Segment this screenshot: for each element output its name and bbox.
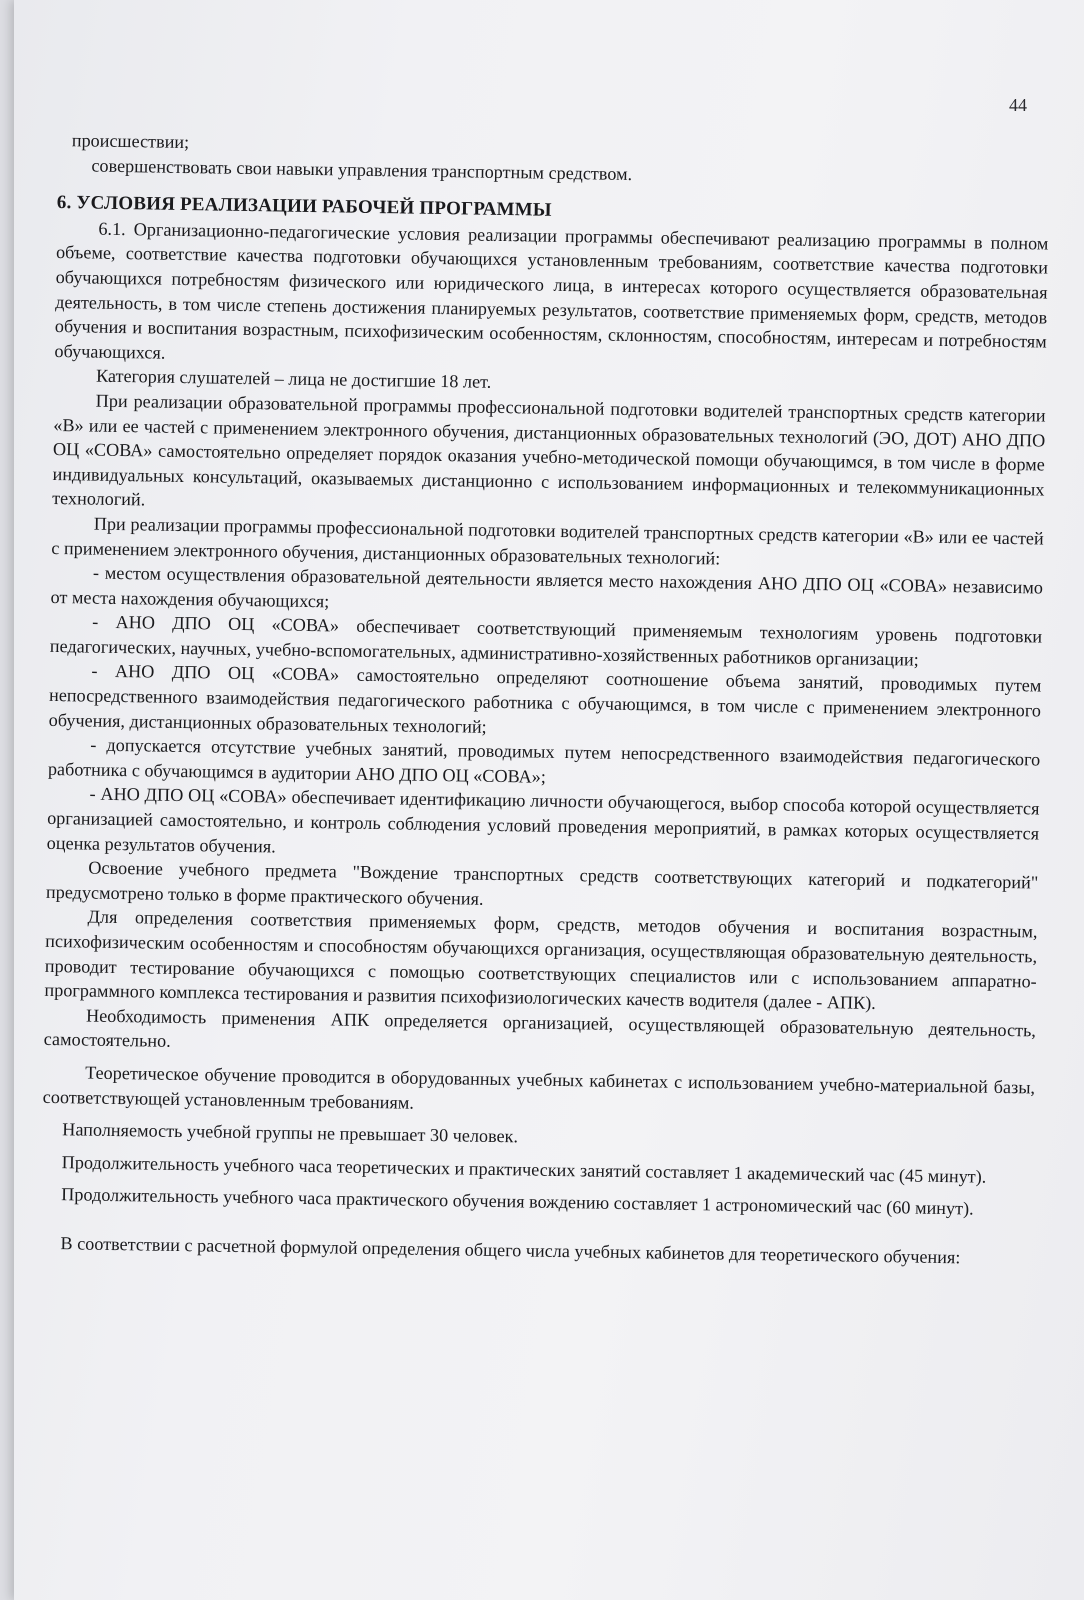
list-item-no-classes: - допускается отсутствие учебных занятий, проводимых путем непосредственного взаимодействия педагогического работника с обучающимся в аудитории АНО ДПО ОЦ «СОВА»; [47, 734, 1041, 787]
list-item-location: - местом осуществления образовательной деятельности является место нахождения АНО ДПО ОЦ «СОВА» независимо от места нахождения обучающихся; [50, 562, 1044, 612]
paragraph-eo-dot: При реализации образовательной программы профессиональной подготовки водителей транспортных средств категории «В» или ее частей с применением электронного обучения, дистанционных образовательных технологий (ЭО, ДОТ) АНО ДПО ОЦ «СОВА» самостоятельно определяет порядок оказания учебно-методической помощи обучающимся, в том числе в форме индивидуальных консультаций, оказываемых дистанционно с использованием информационных и телекоммуникационных технологий. [52, 390, 1046, 510]
paragraph-driving-subject: Освоение учебного предмета "Вождение транспортных средств соответствующих категорий и подкатегорий" предусмотрено только в форме практического обучения. [45, 857, 1039, 909]
paragraph-theory: Теоретическое обучение проводится в оборудованных учебных кабинетах с использованием учебно-материальной базы, соответствующей установленным требованиям. [42, 1062, 1036, 1113]
list-item-staff: - АНО ДПО ОЦ «СОВА» обеспечивает соответствующий применяемым технологиям уровень подготовки педагогических, научных, учебно-вспомогательных, административно-хозяйственных работников организации; [49, 611, 1043, 670]
paragraph-group-size: Наполняемость учебной группы не превышает 30 человек. [62, 1119, 519, 1147]
paragraph-6-1: 6.1. Организационно-педагогические условия реализации программы обеспечивают реализацию программы в полном объеме, соответствие качества подготовки обучающихся установленным требованиям, соответствие качества подготовки обучающихся потребностям физического или юридического лица, в интересах которого осуществляется образовательная деятельность, в том числе степень достижения планируемых результатов, соответствие применяемых форм, средств, методов обучения и воспитания возрастным, психофизическим особенностям, склонностям, способностям, интересам и потребностям обучающихся. [54, 218, 1049, 363]
list-item-identification: - АНО ДПО ОЦ «СОВА» обеспечивает идентификацию личности обучающегося, выбор способа которой осуществляется организацией самостоятельно, и контроль соблюдения условий проведения мероприятий, в рамках которых осуществляется оценка результатов обучения. [46, 784, 1040, 857]
paragraph-astronomic-hour: Продолжительность учебного часа практического обучения вождению составляет 1 астрономический час (60 минут). [61, 1184, 974, 1219]
paragraph-academic-hour: Продолжительность учебного часа теоретических и практических занятий составляет 1 академический час (45 минут). [61, 1151, 987, 1187]
paragraph-apk: Необходимость применения АПК определяется организацией, осуществляющей образовательную деятельность, самостоятельно. [43, 1005, 1037, 1052]
page-body [40, 128, 1050, 1271]
document-page [14, 0, 1084, 1600]
page-number: 44 [1009, 95, 1027, 115]
paragraph-category: Категория слушателей – лица не достигшие 18 лет. [95, 365, 492, 393]
list-item-ratio: - АНО ДПО ОЦ «СОВА» самостоятельно определяют соотношение объема занятий, проводимых путем непосредственного взаимодействия педагогического работника с обучающимся, в том числе с применением электронного обучения, дистанционных образовательных технологий; [48, 661, 1042, 737]
paragraph-eo-dot-intro: При реализации программы профессиональной подготовки водителей транспортных средств категории «В» или ее частей с применением электронного обучения, дистанционных образовательных технологий: [51, 513, 1044, 568]
top-line-1: происшествии; [71, 130, 190, 153]
top-line-2: совершенствовать свои навыки управления транспортным средством. [91, 155, 633, 184]
section-heading: 6. УСЛОВИЯ РЕАЛИЗАЦИИ РАБОЧЕЙ ПРОГРАММЫ [56, 192, 552, 221]
paragraph-formula-intro: В соответствии с расчетной формулой определения общего числа учебных кабинетов для теоретического обучения: [60, 1233, 961, 1268]
paragraph-testing: Для определения соответствия применяемых форм, средств, методов обучения и воспитания возрастным, психофизическим особенностям и способностям обучающихся организация, осуществляющая образовательную деятельность, проводит тестирование обучающихся с помощью соответствующих специалистов или с использованием аппаратно-программного комплекса тестирования и развития психофизиологических качеств водителя (далее - АПК). [44, 906, 1038, 1014]
